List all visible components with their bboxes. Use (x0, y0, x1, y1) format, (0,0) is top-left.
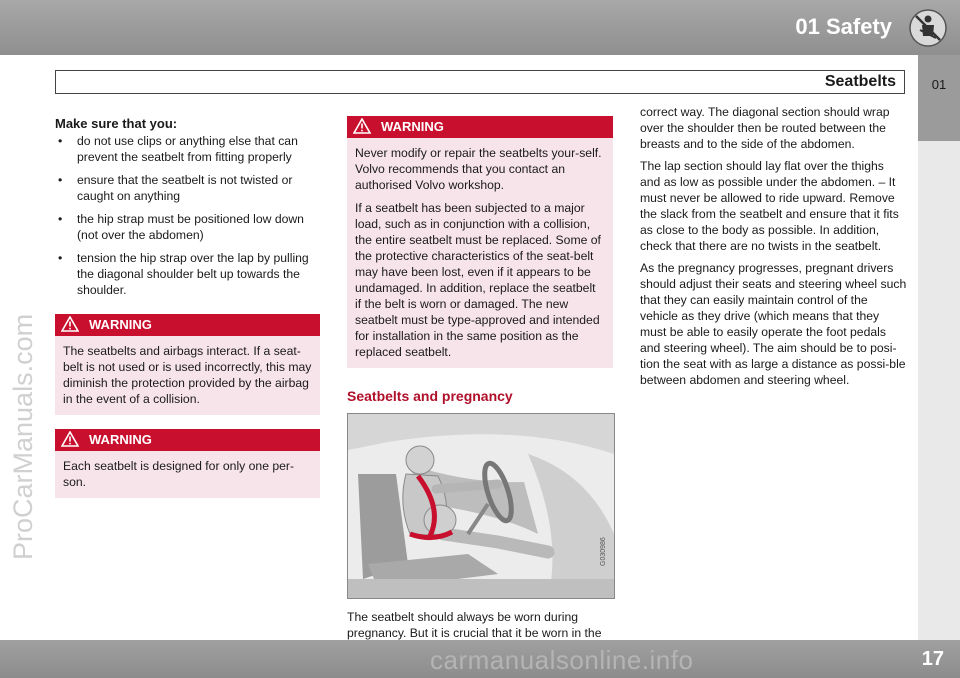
warning-label: WARNING (381, 119, 444, 134)
warning-box (55, 314, 320, 415)
warning-label: WARNING (89, 317, 152, 332)
column-3 (640, 104, 907, 394)
bullet-icon: • (58, 134, 63, 148)
chapter-title: 01 Safety (795, 14, 892, 39)
column-2 (347, 116, 613, 641)
checklist (55, 133, 320, 298)
paragraph: The lap section should lay flat over the thighs and as low as possible under the abdomen. – It must never be allowed to ride upward. Remove the slack from the seatbelt and ensure that it fits as close to the body as possible. In addition, check that there are no twists in the seatbelt. (640, 159, 899, 253)
footer-band (0, 640, 960, 678)
bullet-icon: • (58, 251, 63, 265)
warning-box (347, 116, 613, 368)
watermark-left: ProCarManuals.com (8, 313, 38, 560)
warning-header (55, 314, 320, 336)
page-number: 17 (921, 648, 944, 670)
pregnancy-seatbelt-illustration (347, 413, 615, 599)
warning-header (347, 116, 613, 138)
bullet-icon: • (58, 212, 63, 226)
paragraph: correct way. The diagonal section should wrap over the shoulder then be routed between the breasts and to the side of the abdomen. (640, 105, 890, 151)
paragraph: As the pregnancy progresses, pregnant drivers should adjust their seats and steering wheel such that they can easily maintain control of the vehicle as they drive (which means that they must be able to easily operate the foot pedals and steering wheel). The aim should be to posi-tion the seat with as large a distance as possi-ble between abdomen and steering wheel. (640, 261, 907, 387)
list-item: • the hip strap must be positioned low down (not over the abdomen) (58, 212, 304, 242)
side-tab-strip (918, 141, 960, 641)
warning-label: WARNING (89, 432, 152, 447)
section-bar (55, 70, 905, 94)
chapter-side-tab (918, 55, 960, 141)
side-tab-label: 01 (931, 77, 947, 92)
watermark-bottom: carmanualsonline.info (430, 645, 694, 675)
list-item: • do not use clips or anything else that can prevent the seatbelt from fitting properly (58, 134, 298, 164)
warning-text: The seatbelts and airbags interact. If a seat-belt is not used or is used incorrectly, this may diminish the protection provided by the airbag in the event of a collision. (63, 344, 312, 406)
pregnancy-intro-text: The seatbelt should always be worn during pregnancy. But it is crucial that it be worn in the (347, 610, 602, 640)
checklist-lead: Make sure that you: (55, 116, 178, 131)
warning-header (55, 429, 320, 451)
list-item: • tension the hip strap over the lap by pulling the diagonal shoulder belt up towards the shoulder. (58, 251, 309, 297)
warning-triangle-icon (61, 431, 79, 447)
warning-text: Never modify or repair the seatbelts your-self. Volvo recommends that you contact an authorised Volvo workshop. If a seatbelt has been subjected to a major load, such as in conjunction with a collision, the entire seatbelt must be replaced. Some of the protective characteristics of the seat-belt may have been lost, even if it appears to be undamaged. In addition, replace the seatbelt if the belt is worn or damaged. The new seatbelt must be type-approved and intended for installation in the same position as the replaced seatbelt. (355, 146, 602, 359)
list-item: • ensure that the seatbelt is not twisted or caught on anything (58, 173, 293, 203)
column-1 (55, 116, 320, 512)
section-title: Seatbelts (824, 73, 896, 90)
section-subheading: Seatbelts and pregnancy (347, 388, 513, 404)
warning-triangle-icon (353, 118, 371, 134)
header-band (0, 0, 960, 55)
warning-box (55, 429, 320, 498)
no-seatbelt-icon (908, 8, 948, 48)
warning-triangle-icon (61, 316, 79, 332)
warning-text: Each seatbelt is designed for only one per-son. (63, 459, 295, 489)
figure-code: G030986 (600, 537, 607, 566)
car-interior-illustration (348, 414, 614, 598)
bullet-icon: • (58, 173, 63, 187)
